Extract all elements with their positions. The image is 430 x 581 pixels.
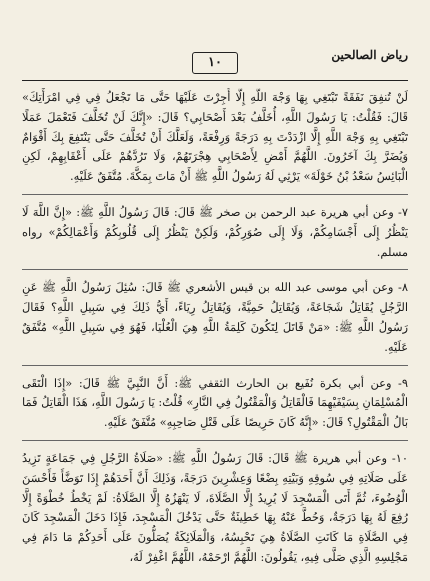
hadith-10: ١٠- وعن أبي هريرة ﷺ قَالَ: قَالَ رَسُولُ اللَّهِ ﷺ: «صَلَاةُ الرَّجُلِ فِي جَمَاعَةٍ تَزِيدُ عَلَى صَلَاتِهِ فِي سُوقِهِ وَبَيْتِهِ بِضْعًا وَعِشْرِينَ دَرَجَةً، وَذَلِكَ أَنَّ أَحَدَهُمْ إِذَا تَوَضَّأَ فَأَحْسَنَ الْوُضُوءَ، ثُمَّ أَتَى الْمَسْجِدَ لَا يُرِيدُ إِلَّا الصَّلَاةَ، لَا يَنْهَزُهُ إِلَّا الصَّلَاةُ: لَمْ يَخْطُ خُطْوَةً إِلَّا رُفِعَ لَهُ بِهَا دَرَجَةٌ، وَحُطَّ عَنْهُ بِهَا خَطِيئَةٌ حَتَّى يَدْخُلَ الْمَسْجِدَ، فَإِذَا دَخَلَ الْمَسْجِدَ كَانَ فِي الصَّلَاةِ مَا كَانَتِ الصَّلَاةُ هِيَ تَحْبِسُهُ، وَالْمَلَائِكَةُ يُصَلُّونَ عَلَى أَحَدِكُمْ مَا دَامَ فِي مَجْلِسِهِ الَّذِي صَلَّى فِيهِ، يَقُولُونَ: اللَّهُمَّ ارْحَمْهُ، اللَّهُمَّ اغْفِرْ لَهُ، [22, 450, 408, 564]
hadith-separator [22, 365, 408, 366]
hadith-separator [22, 194, 408, 195]
hadith-8: ٨- وعن أبي موسى عبد الله بن قيس الأشعري ﷺ قَالَ: سُئِلَ رَسُولُ اللَّهِ ﷺ عَنِ الرَّجُلِ يُقَاتِلُ شَجَاعَةً، وَيُقَاتِلُ حَمِيَّةً، وَيُقَاتِلُ رِيَاءً، أَيُّ ذَلِكَ فِي سَبِيلِ اللَّهِ؟ فَقَالَ رَسُولُ اللَّهِ ﷺ: «مَنْ قَاتَلَ لِتَكُونَ كَلِمَةُ اللَّهِ هِيَ الْعُلْيَا، فَهُوَ فِي سَبِيلِ اللَّهِ» مُتَّفَقٌ عَلَيْهِ. [22, 280, 408, 354]
hadith-7: ٧- وعن أبي هريرة عبد الرحمن بن صخر ﷺ قَالَ: قَالَ رَسُولُ اللَّهِ ﷺ: «إِنَّ اللَّهَ لَا يَنْظُرُ إِلَى أَجْسَامِكُمْ، وَلَا إِلَى صُوَرِكُمْ، وَلَكِنْ يَنْظُرُ إِلَى قُلُوبِكُمْ وَأَعْمَالِكُمْ» رواه مسلم. [22, 204, 408, 259]
page-content [22, 88, 408, 577]
page-header [22, 46, 408, 81]
hadith-continuation: لَنْ تُنفِقَ نَفَقَةً تَبْتَغِي بِهَا وَجْهَ اللَّهِ إِلَّا أُجِرْتَ عَلَيْهَا حَتَّى مَا تَجْعَلُ فِي فِي امْرَأَتِكَ» قَالَ: فَقُلْتُ: يَا رَسُولَ اللَّهِ، أُخَلَّفُ بَعْدَ أَصْحَابِي؟ قَالَ: «إِنَّكَ لَنْ تُخَلَّفَ فَتَعْمَلَ عَمَلًا تَبْتَغِي بِهِ وَجْهَ اللَّهِ إِلَّا ازْدَدْتَ بِهِ دَرَجَةً وَرِفْعَةً، وَلَعَلَّكَ أَنْ تُخَلَّفَ حَتَّى يَنْتَفِعَ بِكَ أَقْوَامٌ وَيُضَرَّ بِكَ آخَرُونَ. اللَّهُمَّ أَمْضِ لِأَصْحَابِي هِجْرَتَهُمْ، وَلَا تَرُدَّهُمْ عَلَى أَعْقَابِهِمْ، لَكِنِ الْبَائِسُ سَعْدُ بْنُ خَوْلَةَ» يَرْثِي لَهُ رَسُولُ اللَّهِ ﷺ أَنْ مَاتَ بِمَكَّةَ. مُتَّفَقٌ عَلَيْهِ. [22, 90, 408, 184]
hadith-9: ٩- وعن أبي بكرة نُفَيع بن الحارث الثقفي ﷺ: أَنَّ النَّبِيَّ ﷺ قَالَ: «إِذَا الْتَقَى الْمُسْلِمَانِ بِسَيْفَيْهِمَا فَالْقَاتِلُ وَالْمَقْتُولُ فِي النَّارِ» قُلْتُ: يَا رَسُولَ اللَّهِ، هَذَا الْقَاتِلُ فَمَا بَالُ الْمَقْتُولِ؟ قَالَ: «إِنَّهُ كَانَ حَرِيصًا عَلَى قَتْلِ صَاحِبِهِ» مُتَّفَقٌ عَلَيْهِ. [22, 375, 408, 430]
hadith-separator [22, 440, 408, 441]
book-title: رياض الصالحين [331, 48, 408, 62]
page-number: ١٠ [192, 52, 238, 74]
hadith-separator [22, 269, 408, 270]
